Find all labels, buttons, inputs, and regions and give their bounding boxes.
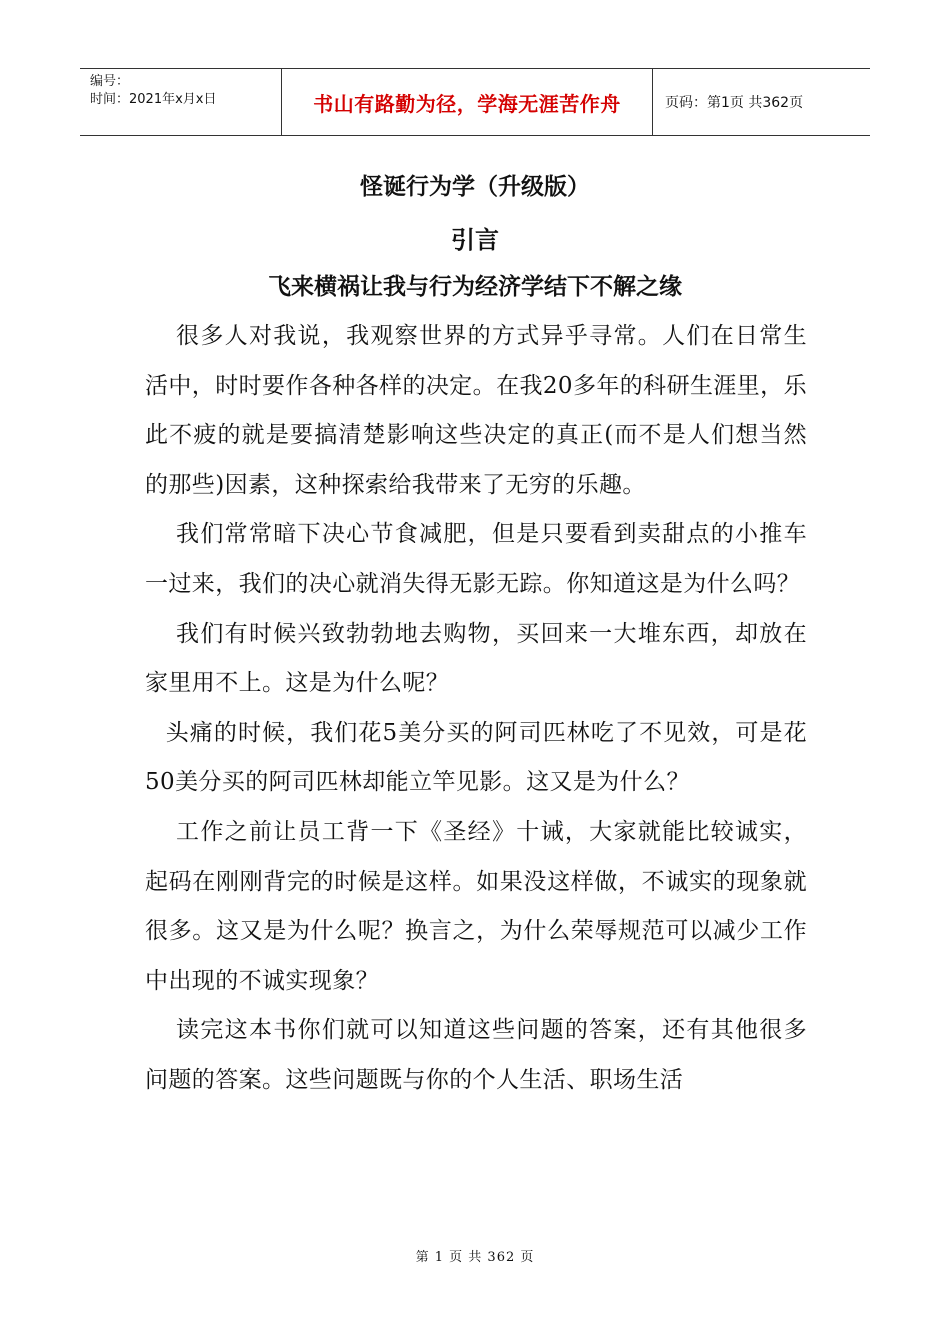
body-text	[145, 312, 807, 1106]
paragraph: 工作之前让员工背一下《圣经》十诫，大家就能比较诚实，起码在刚刚背完的时候是这样。如果没这样做，不诚实的现象就很多。这又是为什么呢？换言之，为什么荣辱规范可以减少工作中出现的不诚实现象？	[145, 818, 807, 994]
page-footer: 第 1 页 共 362 页	[415, 1250, 535, 1265]
time-label: 时间：2021年x月x日	[90, 92, 217, 107]
serial-label: 编号：	[90, 74, 130, 89]
paragraph: 头痛的时候，我们花5美分买的阿司匹林吃了不见效，可是花50美分买的阿司匹林却能立竿见影。这又是为什么？	[145, 719, 807, 796]
header-motto: 书山有路勤为径，学海无涯苦作舟	[282, 69, 653, 135]
document-title: 怪诞行为学（升级版）	[360, 174, 590, 200]
page-header	[80, 68, 870, 136]
paragraph: 我们常常暗下决心节食减肥，但是只要看到卖甜点的小推车一过来，我们的决心就消失得无影无踪。你知道这是为什么吗？	[145, 521, 807, 597]
chapter-subtitle: 飞来横祸让我与行为经济学结下不解之缘	[268, 274, 682, 300]
paragraph: 我们有时候兴致勃勃地去购物，买回来一大堆东西，却放在家里用不上。这是为什么呢？	[145, 620, 807, 697]
header-page-info: 页码：第1页 共362页	[665, 95, 804, 111]
paragraph: 读完这本书你们就可以知道这些问题的答案，还有其他很多问题的答案。这些问题既与你的个人生活、职场生活	[145, 1017, 807, 1093]
paragraph: 很多人对我说，我观察世界的方式异乎寻常。人们在日常生活中，时时要作各种各样的决定。在我20多年的科研生涯里，乐此不疲的就是要搞清楚影响这些决定的真正(而不是人们想当然的那些)因素，这种探索给我带来了无穷的乐趣。	[145, 323, 807, 498]
section-heading: 引言	[451, 226, 499, 254]
header-meta	[80, 69, 282, 135]
